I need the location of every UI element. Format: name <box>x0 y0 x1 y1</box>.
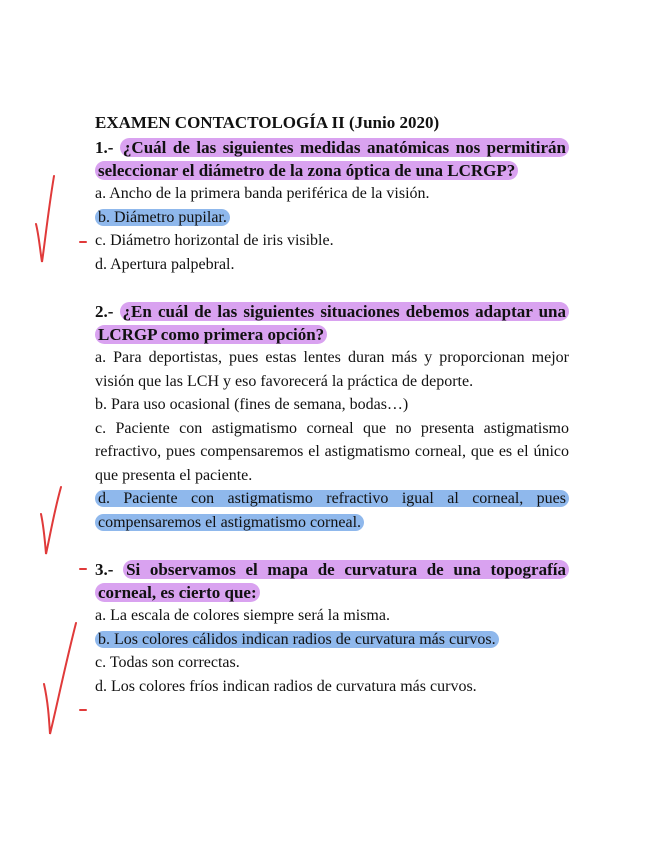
option-2d <box>95 487 569 534</box>
option-2a: a. Para deportistas, pues estas lentes duran más y proporcionan mejor visión que las LCH y eso favorecerá la práctica de deporte. <box>95 349 569 390</box>
answer-marker <box>79 568 87 570</box>
checkmark-icon <box>32 172 58 268</box>
selected-answer: d. Paciente con astigmatismo refractivo igual al corneal, pues compensaremos el astigmatismo corneal. <box>95 490 569 531</box>
question-3 <box>95 558 569 604</box>
option-3d: d. Los colores fríos indican radios de curvatura más curvos. <box>95 677 477 695</box>
checkmark-icon <box>38 484 64 560</box>
page-title: EXAMEN CONTACTOLOGÍA II (Junio 2020) <box>95 113 440 132</box>
option-3c: c. Todas son correctas. <box>95 654 240 671</box>
question-text: ¿En cuál de las siguientes situaciones debemos adaptar una LCRGP como primera opción? <box>95 302 569 344</box>
question-number: 2.- <box>95 302 114 321</box>
checkmark-icon <box>40 620 80 740</box>
exam-content <box>95 112 569 698</box>
option-1d: d. Apertura palpebral. <box>95 255 235 273</box>
option-2b: b. Para uso ocasional (fines de semana, bodas…) <box>95 396 409 413</box>
option-1c: c. Diámetro horizontal de iris visible. <box>95 232 334 249</box>
question-2 <box>95 300 569 346</box>
answer-marker <box>79 709 87 711</box>
option-2c: c. Paciente con astigmatismo corneal que no presenta astigmatismo refractivo, pues compensaremos el astigmatismo corneal, que es el único que presenta el paciente. <box>95 419 569 484</box>
option-3b <box>95 628 569 652</box>
option-3a: a. La escala de colores siempre será la misma. <box>95 607 390 624</box>
question-number: 3.- <box>95 560 114 579</box>
question-1 <box>95 136 569 182</box>
selected-answer: b. Los colores cálidos indican radios de curvatura más curvos. <box>95 631 499 648</box>
option-1b <box>95 206 569 230</box>
answer-marker <box>79 241 87 243</box>
question-number: 1.- <box>95 138 114 157</box>
option-1a: a. Ancho de la primera banda periférica de la visión. <box>95 185 430 202</box>
selected-answer: b. Diámetro pupilar. <box>95 209 230 226</box>
question-text: Si observamos el mapa de curvatura de una topografía corneal, es cierto que: <box>95 560 569 602</box>
question-text: ¿Cuál de las siguientes medidas anatómicas nos permitirán seleccionar el diámetro de la zona óptica de una LCRGP? <box>95 138 569 180</box>
